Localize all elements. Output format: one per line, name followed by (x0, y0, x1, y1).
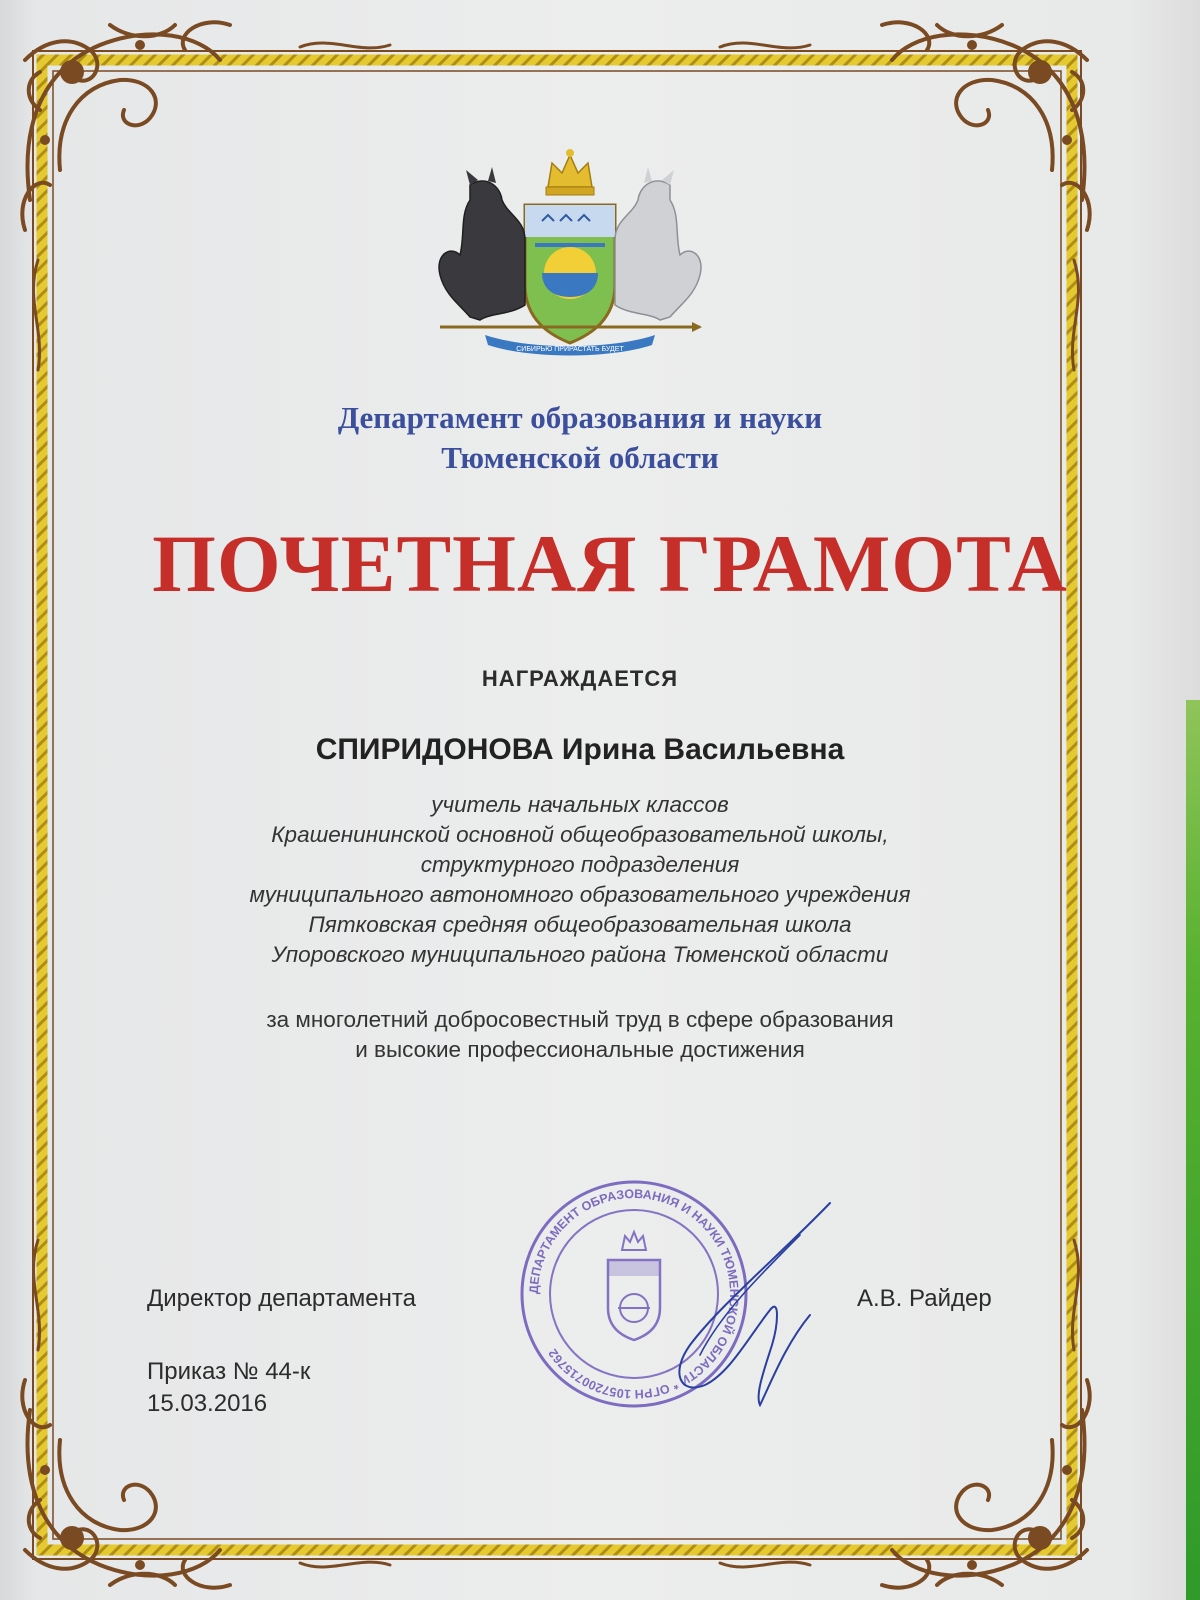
department-name-line2: Тюменской области (441, 440, 719, 475)
description-line: Крашенининской основной общеобразовательной школы, (271, 822, 889, 847)
recipient-name: СПИРИДОНОВА Ирина Васильевна (315, 733, 845, 766)
description-line: учитель начальных классов (431, 792, 729, 817)
signer-title: Директор департамента (147, 1285, 416, 1312)
coat-of-arms-emblem (430, 145, 710, 360)
signer-name: А.В. Райдер (857, 1285, 992, 1312)
silver-fox-supporter (615, 181, 701, 320)
stamp-crest-icon (608, 1232, 660, 1340)
corner-ornament-bottom-right (882, 1380, 1090, 1588)
ribbon-motto: СИБИРЬЮ ПРИРАСТАТЬ БУДЕТ (516, 346, 624, 353)
crown-icon (546, 149, 594, 195)
description-line: структурного подразделения (420, 852, 740, 877)
description-line: Упоровского муниципального района Тюменской области (271, 942, 889, 967)
awarded-label: НАГРАЖДАЕТСЯ (481, 666, 679, 691)
description-line: Пятковская средняя общеобразовательная школа (308, 912, 852, 937)
handwritten-signature (660, 1195, 840, 1425)
black-fox-supporter (439, 181, 525, 320)
order-date: 15.03.2016 (147, 1390, 268, 1417)
shield-icon (525, 205, 615, 343)
order-number: Приказ № 44-к (147, 1358, 311, 1385)
department-name-line1: Департамент образования и науки (337, 400, 823, 435)
description-line: муниципального автономного образовательного учреждения (249, 882, 911, 907)
corner-ornament-top-right (882, 22, 1090, 230)
reason-line: за многолетний добросовестный труд в сфере образования (266, 1007, 894, 1032)
certificate-title: ПОЧЕТНАЯ ГРАМОТА (152, 518, 1068, 609)
stamp-ring-text: ДЕПАРТАМЕНТ ОБРАЗОВАНИЯ И НАУКИ ТЮМЕНСКОЙ ОБЛАСТИ * ОГРН 1057200715762 (526, 1186, 742, 1402)
reason-line: и высокие профессиональные достижения (355, 1037, 805, 1062)
